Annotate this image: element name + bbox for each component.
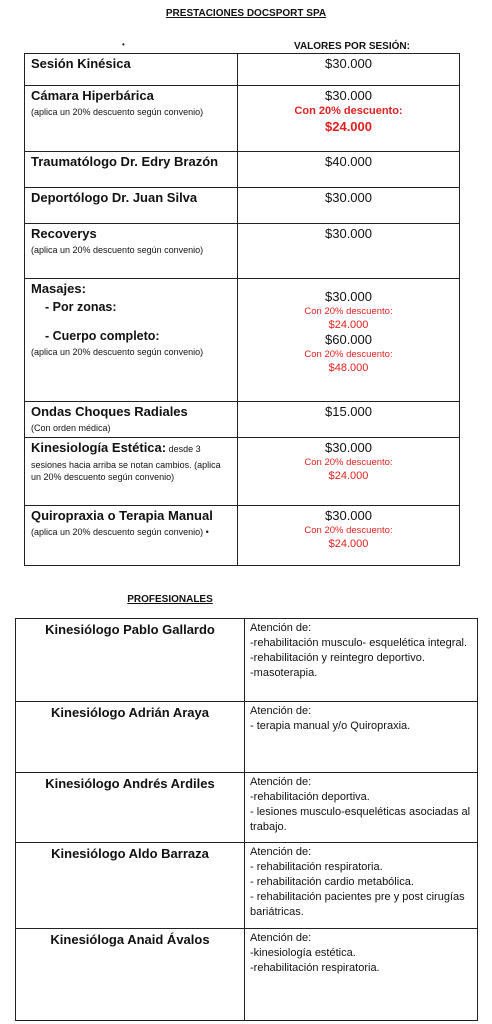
service-price: $30.000 — [325, 190, 372, 205]
professional-specialties — [245, 702, 478, 773]
professional-row — [16, 929, 478, 1021]
specialty-line: -masoterapia. — [250, 667, 318, 679]
service-name: Ondas Choques Radiales — [31, 404, 188, 419]
specialty-line: Atención de: — [250, 846, 312, 858]
price-column-header: VALORES POR SESIÓN: — [294, 41, 410, 52]
professional-specialties — [245, 773, 478, 843]
professional-name: Kinesiólogo Adrián Araya — [16, 702, 245, 773]
discount-label: Con 20% descuento: — [304, 457, 393, 468]
professional-name: Kinesiólogo Aldo Barraza — [16, 843, 245, 929]
specialty-line: - terapia manual y/o Quiropraxia. — [250, 720, 411, 732]
service-name: Deportólogo Dr. Juan Silva — [31, 190, 198, 205]
specialty-line: -rehabilitación y reintegro deportivo. — [250, 652, 425, 664]
specialty-line: - rehabilitación respiratoria. — [250, 861, 383, 873]
specialty-line: - lesiones musculo-esqueléticas asociadas al trabajo. — [250, 806, 471, 833]
service-note: (aplica un 20% descuento según convenio) — [31, 347, 204, 357]
professional-specialties — [245, 843, 478, 929]
professional-row — [16, 843, 478, 929]
service-note: sesiones hacia arriba se notan cambios. (aplica un 20% descuento según convenio) — [31, 460, 221, 482]
service-price: $60.000 — [325, 332, 372, 347]
service-name: Sesión Kinésica — [31, 56, 131, 71]
service-row-ondas — [25, 402, 460, 438]
discount-label: Con 20% descuento: — [304, 349, 393, 360]
service-row-deportologo — [25, 188, 460, 224]
professional-name: Kinesiólogo Andrés Ardiles — [16, 773, 245, 843]
service-price: $30.000 — [325, 56, 372, 71]
discount-label: Con 20% descuento: — [294, 105, 403, 117]
service-price: $30.000 — [325, 226, 372, 241]
service-note: (Con orden médica) — [31, 423, 111, 433]
discount-price: $24.000 — [325, 119, 372, 134]
service-note: (aplica un 20% descuento según convenio) — [31, 245, 204, 255]
professionals-table — [15, 618, 478, 1021]
specialty-line: -rehabilitación musculo- esquelética integral. — [250, 637, 468, 649]
specialty-line: Atención de: — [250, 705, 312, 717]
stray-mark: • — [122, 40, 125, 49]
discount-price: $24.000 — [328, 538, 369, 550]
service-name: Masajes: — [31, 281, 86, 296]
service-row-recoverys — [25, 224, 460, 279]
service-row-quiropraxia — [25, 506, 460, 566]
service-inline-note: desde 3 — [166, 444, 201, 454]
service-row-traumatologo — [25, 152, 460, 188]
discount-price: $48.000 — [328, 362, 369, 374]
service-price: $30.000 — [325, 440, 372, 455]
specialty-line: -rehabilitación respiratoria. — [250, 962, 380, 974]
service-subitem: - Cuerpo completo: — [45, 329, 160, 343]
discount-price: $24.000 — [328, 470, 369, 482]
professional-name: Kinesióloga Anaid Ávalos — [16, 929, 245, 1021]
professional-name: Kinesiólogo Pablo Gallardo — [16, 619, 245, 702]
document-title: PRESTACIONES DOCSPORT SPA — [165, 8, 327, 19]
specialty-line: Atención de: — [250, 622, 312, 634]
services-table — [24, 53, 460, 566]
service-row-kinesica — [25, 54, 460, 86]
specialty-line: - rehabilitación pacientes pre y post cirugías bariátricas. — [250, 891, 465, 918]
service-note: (aplica un 20% descuento según convenio) • — [31, 527, 209, 537]
service-name: Cámara Hiperbárica — [31, 88, 154, 103]
service-name: Traumatólogo Dr. Edry Brazón — [31, 154, 219, 169]
service-price: $30.000 — [325, 508, 372, 523]
service-name: Quiropraxia o Terapia Manual — [31, 508, 213, 523]
service-price: $40.000 — [325, 154, 372, 169]
professional-row — [16, 619, 478, 702]
discount-price: $24.000 — [328, 319, 369, 331]
service-price: $30.000 — [325, 88, 372, 103]
service-price: $30.000 — [325, 289, 372, 304]
professional-row — [16, 702, 478, 773]
service-note: (aplica un 20% descuento según convenio) — [31, 107, 204, 117]
professionals-title: PROFESIONALES — [127, 594, 213, 605]
discount-label: Con 20% descuento: — [304, 306, 393, 317]
service-row-estetica — [25, 438, 460, 506]
discount-label: Con 20% descuento: — [304, 525, 393, 536]
service-name: Recoverys — [31, 226, 97, 241]
specialty-line: -rehabilitación deportiva. — [250, 791, 370, 803]
specialty-line: -kinesiología estética. — [250, 947, 356, 959]
service-name: Kinesiología Estética: — [31, 440, 167, 455]
service-row-masajes — [25, 279, 460, 402]
service-price: $15.000 — [325, 404, 372, 419]
professional-row — [16, 773, 478, 843]
specialty-line: Atención de: — [250, 932, 312, 944]
service-row-hiperbarica — [25, 86, 460, 152]
service-subitem: - Por zonas: — [45, 300, 117, 314]
specialty-line: - rehabilitación cardio metabólica. — [250, 876, 414, 888]
professional-specialties — [245, 619, 478, 702]
specialty-line: Atención de: — [250, 776, 312, 788]
professional-specialties — [245, 929, 478, 1021]
